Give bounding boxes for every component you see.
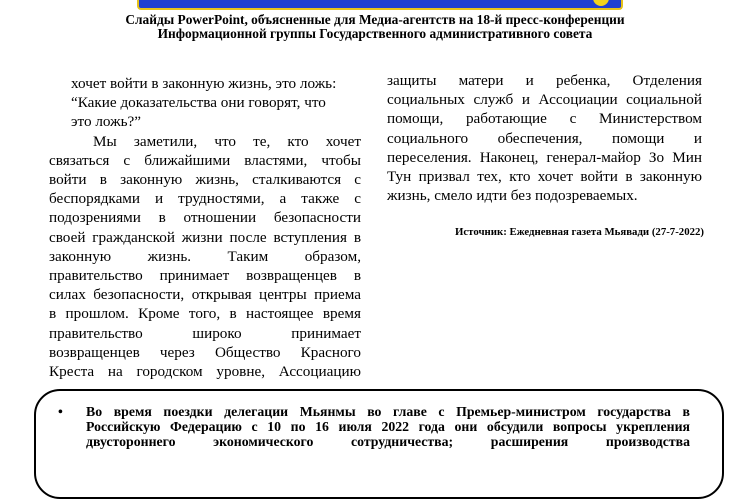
callout-line: двустороннего экономического сотрудничества; расширения производства	[86, 434, 690, 449]
text-line: в прошлом. Кроме того, в настоящее время	[49, 305, 361, 323]
text-line: беспорядками и трудностями, а также с	[49, 190, 361, 208]
text-line: жизнь, смело идти без подозреваемых.	[387, 187, 638, 205]
text-line: войти в законную жизнь, сталкиваются с	[49, 171, 361, 189]
text-line: переселения. Наконец, генерал-майор Зо Мин	[387, 148, 702, 166]
text-line: связаться с ближайшими властями, чтобы	[49, 151, 361, 169]
text-line: Креста на городском уровне, Ассоциацию	[49, 363, 361, 381]
text-line: правительство широко принимает	[49, 324, 361, 342]
callout-line: Во время поездки делегации Мьянмы во главе с Премьер-министром государства в	[86, 404, 690, 419]
right-column	[387, 71, 702, 205]
text-line: помощи, работающие с Министерством	[387, 110, 702, 128]
page-title: Слайды PowerPoint, объясненные для Медиа-агентств на 18-й пресс-конференции Информационной группы Государственного административного совета	[125, 12, 625, 41]
text-line: защиты матери и ребенка, Отделения	[387, 72, 702, 89]
text-line: хочет войти в законную жизнь, это ложь:	[71, 75, 337, 92]
header-banner	[137, 0, 623, 10]
banner-emblem	[593, 0, 609, 6]
text-line: законную жизнь. Таким образом,	[49, 247, 361, 265]
text-line: “Какие доказательства они говорят, что	[71, 94, 326, 112]
text-line: силах безопасности, открывая центры приема	[49, 286, 361, 304]
text-line: возвращенцев через Общество Красного	[49, 343, 361, 361]
text-line: подозрениями в отношении безопасности	[49, 209, 361, 227]
source-citation: Источник: Ежедневная газета Мьявади (27-7-2022)	[454, 226, 704, 238]
text-line: Мы заметили, что те, кто хочет	[93, 132, 361, 150]
callout-line: Российскую Федерацию с 10 по 16 июля 2022 года они обсудили вопросы укрепления	[86, 419, 690, 434]
text-line: это ложь?”	[71, 113, 142, 131]
text-line: социального обеспечения, помощи и	[387, 129, 702, 147]
text-line: социальных служб и Ассоциации социальной	[387, 91, 702, 109]
left-column	[49, 74, 361, 381]
text-line: правительство принимает возвращенцев в	[49, 267, 361, 285]
bullet-icon: •	[58, 404, 63, 419]
text-line: своей гражданской жизни после вступления в	[49, 228, 361, 246]
callout-text	[86, 404, 690, 449]
text-line: Тун призвал тех, кто хочет войти в законную	[387, 168, 702, 186]
